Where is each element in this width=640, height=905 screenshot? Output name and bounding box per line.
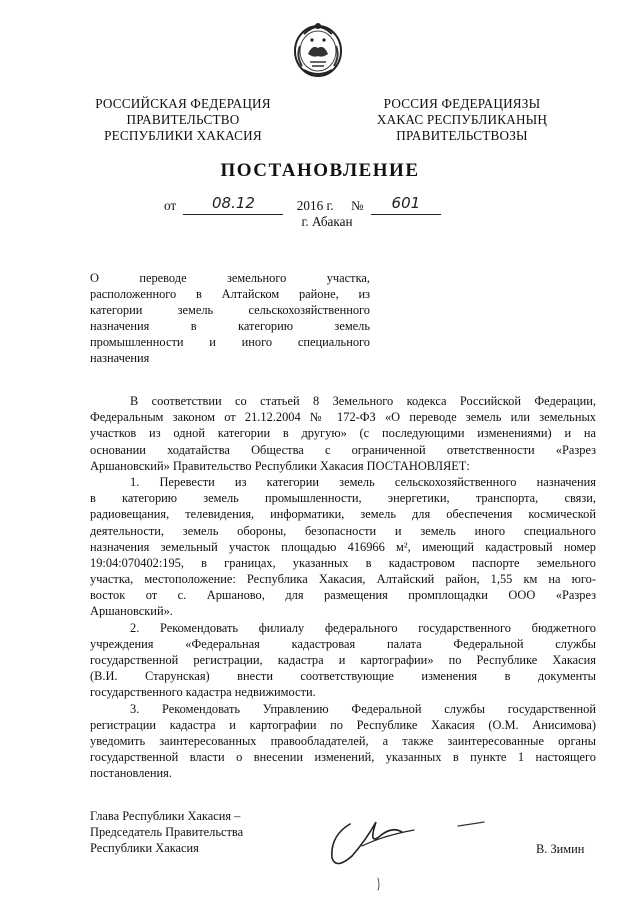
body-line: в категорию земель промышленности, энергетики, транспорта, связи, [90,491,596,506]
city-line [0,214,640,230]
body-line: Аршановский» Правительство Республики Хакасия ПОСТАНОВЛЯЕТ: [90,458,470,473]
body-line: уведомить заинтересованных правообладателей, а также заинтересованные органы [90,733,596,748]
subject-line: назначения [90,351,150,365]
date-year: 2016 г. [296,198,334,213]
date-value: 08.12 [212,194,255,212]
number-sign: № [350,198,364,213]
body-line: Аршановский». [90,604,173,619]
body-line: назначения земельный участок площадью 416966 м², имеющий кадастровый номер [90,539,596,554]
header-left-line: ПРАВИТЕЛЬСТВО [126,112,240,127]
body-line: Федеральным законом от 21.12.2004 № 172-ФЗ «О переводе земель или земельных [90,410,596,425]
subject-line: категории земель сельскохозяйственного [90,303,370,317]
handwritten-signature [322,806,522,896]
subject-line: расположенного в Алтайском районе, из [90,287,370,301]
emblem-of-khakassia-icon [290,18,346,80]
body-line: деятельности, земель обороны, безопасности и земель иного специального [90,523,596,538]
body-line: регистрации кадастра и картографии по Республике Хакасия (О.М. Анисимова) [90,717,596,732]
header-left [88,96,278,144]
document-title: ПОСТАНОВЛЕНИЕ [220,160,420,181]
header-right-line: ПРАВИТЕЛЬСТВОЗЫ [396,128,528,143]
signatory-position [90,808,243,857]
subject-line: назначения в категорию земель [90,319,370,333]
subject-line: промышленности и иного специального [90,335,370,349]
body-line: постановления. [90,766,172,781]
date-field [183,196,283,215]
number-value: 601 [391,194,421,212]
body-line: государственной регистрации, кадастра и картографии» по Республике Хакасия [90,653,596,667]
body-line: основании ходатайства Общества с ограниченной ответственности «Разрез [90,442,596,457]
body-line: 19:04:070402:195, в границах, указанных в кадастровом паспорте земельного [90,555,596,570]
document-subject [90,270,370,366]
body-line: 1. Перевести из категории земель сельскохозяйственного назначения [130,474,596,489]
header-left-line: РЕСПУБЛИКИ ХАКАСИЯ [104,128,262,143]
header-left-line: РОССИЙСКАЯ ФЕДЕРАЦИЯ [95,96,271,111]
body-line: восток от с. Аршаново, для размещения промплощадки ООО «Разрез [90,588,596,603]
date-line [164,196,441,215]
body-line: 3. Рекомендовать Управлению Федеральной службы государственной [130,701,596,716]
header-right-line: ХАКАС РЕСПУБЛИКАНЫҢ [376,112,548,127]
signatory-position-line: Председатель Правительства [90,825,244,840]
body-line: государственного кадастра недвижимости. [90,685,316,700]
date-prefix: от [164,198,177,213]
body-line: (В.И. Старунская) внести соответствующие изменения в документы [90,669,596,684]
body-line: участка, местоположение: Республика Хакасия, Алтайский район, 1,55 км на юго- [90,572,596,587]
header-right-line: РОССИЯ ФЕДЕРАЦИЯЗЫ [383,96,541,111]
signatory-position-line: Республики Хакасия [90,841,199,856]
body-line: участков из одной категории в другую» (с последующими изменениями) и на [90,426,596,441]
city: г. Абакан [301,214,353,229]
body-line: учреждения «Федеральная кадастровая палата Федеральной службы [90,636,596,651]
document-body [90,393,596,782]
number-field [371,196,441,215]
body-line: государственной власти о внесении изменений, указанных в пункте 1 настоящего [90,750,596,765]
subject-line: О переводе земельного участка, [90,271,370,285]
signatory-name: В. Зимин [536,842,585,856]
signatory-position-line: Глава Республики Хакасия – [90,809,241,823]
header-right [372,96,552,144]
body-line: 2. Рекомендовать филиалу федерального государственного бюджетного [130,620,596,635]
body-line: В соответствии со статьей 8 Земельного кодекса Российской Федерации, [130,394,596,408]
body-line: радиовещания, телевидения, информатики, земель для обеспечения космической [90,507,596,522]
